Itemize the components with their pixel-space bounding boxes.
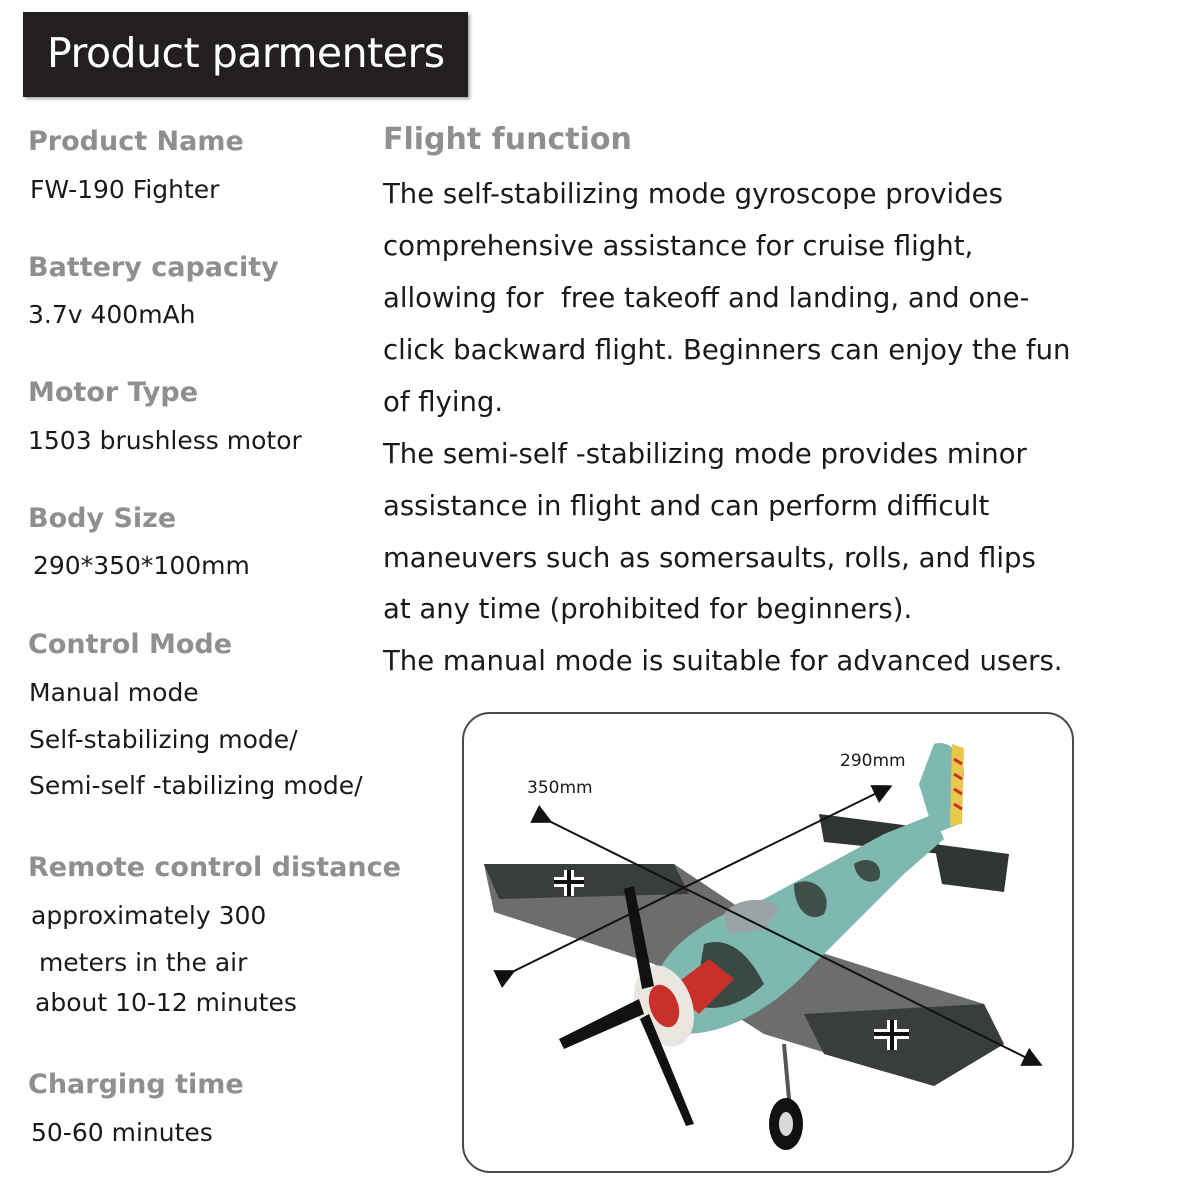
wingspan-dimension-label: 350mm bbox=[527, 778, 593, 798]
spec-label-battery: Battery capacity bbox=[28, 252, 279, 283]
page-title: Product parmenters bbox=[47, 29, 445, 77]
spec-value-remote-distance-3: about 10-12 minutes bbox=[35, 988, 297, 1017]
spec-label-control-mode: Control Mode bbox=[28, 629, 233, 660]
spec-label-charging-time: Charging time bbox=[28, 1069, 244, 1100]
spec-value-charging-time: 50-60 minutes bbox=[31, 1118, 213, 1147]
length-dimension-label: 290mm bbox=[840, 751, 906, 771]
spec-value-control-mode-1: Manual mode bbox=[29, 678, 199, 707]
landing-gear bbox=[769, 1044, 803, 1150]
flight-function-line: at any time (prohibited for beginners). bbox=[383, 593, 913, 625]
flight-function-line: The self-stabilizing mode gyroscope provides bbox=[383, 178, 1003, 210]
flight-function-line: The manual mode is suitable for advanced users. bbox=[383, 645, 1063, 677]
spec-value-control-mode-2: Self-stabilizing mode/ bbox=[29, 725, 298, 754]
flight-function-line: of flying. bbox=[383, 386, 504, 418]
spec-value-battery: 3.7v 400mAh bbox=[28, 300, 196, 329]
spec-value-control-mode-3: Semi-self -tabilizing mode/ bbox=[29, 771, 363, 800]
spec-value-remote-distance-1: approximately 300 bbox=[31, 901, 267, 930]
flight-function-line: comprehensive assistance for cruise flight, bbox=[383, 230, 974, 262]
spec-value-body-size: 290*350*100mm bbox=[33, 551, 250, 580]
spec-label-product-name: Product Name bbox=[28, 126, 244, 157]
product-image-frame bbox=[462, 712, 1074, 1173]
spec-value-remote-distance-2: meters in the air bbox=[31, 948, 248, 977]
flight-function-line: The semi-self -stabilizing mode provides minor bbox=[383, 438, 1027, 470]
spec-label-remote-distance: Remote control distance bbox=[28, 852, 401, 883]
spec-label-motor: Motor Type bbox=[28, 377, 199, 408]
flight-function-line: maneuvers such as somersaults, rolls, and flips bbox=[383, 542, 1036, 574]
spec-value-motor: 1503 brushless motor bbox=[28, 426, 302, 455]
flight-function-line: assistance in flight and can perform difficult bbox=[383, 490, 990, 522]
spec-value-product-name: FW-190 Fighter bbox=[30, 175, 220, 204]
spec-label-body-size: Body Size bbox=[28, 503, 177, 534]
title-banner bbox=[23, 12, 468, 97]
flight-function-line: click backward flight. Beginners can enjoy the fun bbox=[383, 334, 1071, 366]
flight-function-line: allowing for free takeoff and landing, and one- bbox=[383, 282, 1030, 314]
flight-function-heading: Flight function bbox=[383, 122, 632, 157]
